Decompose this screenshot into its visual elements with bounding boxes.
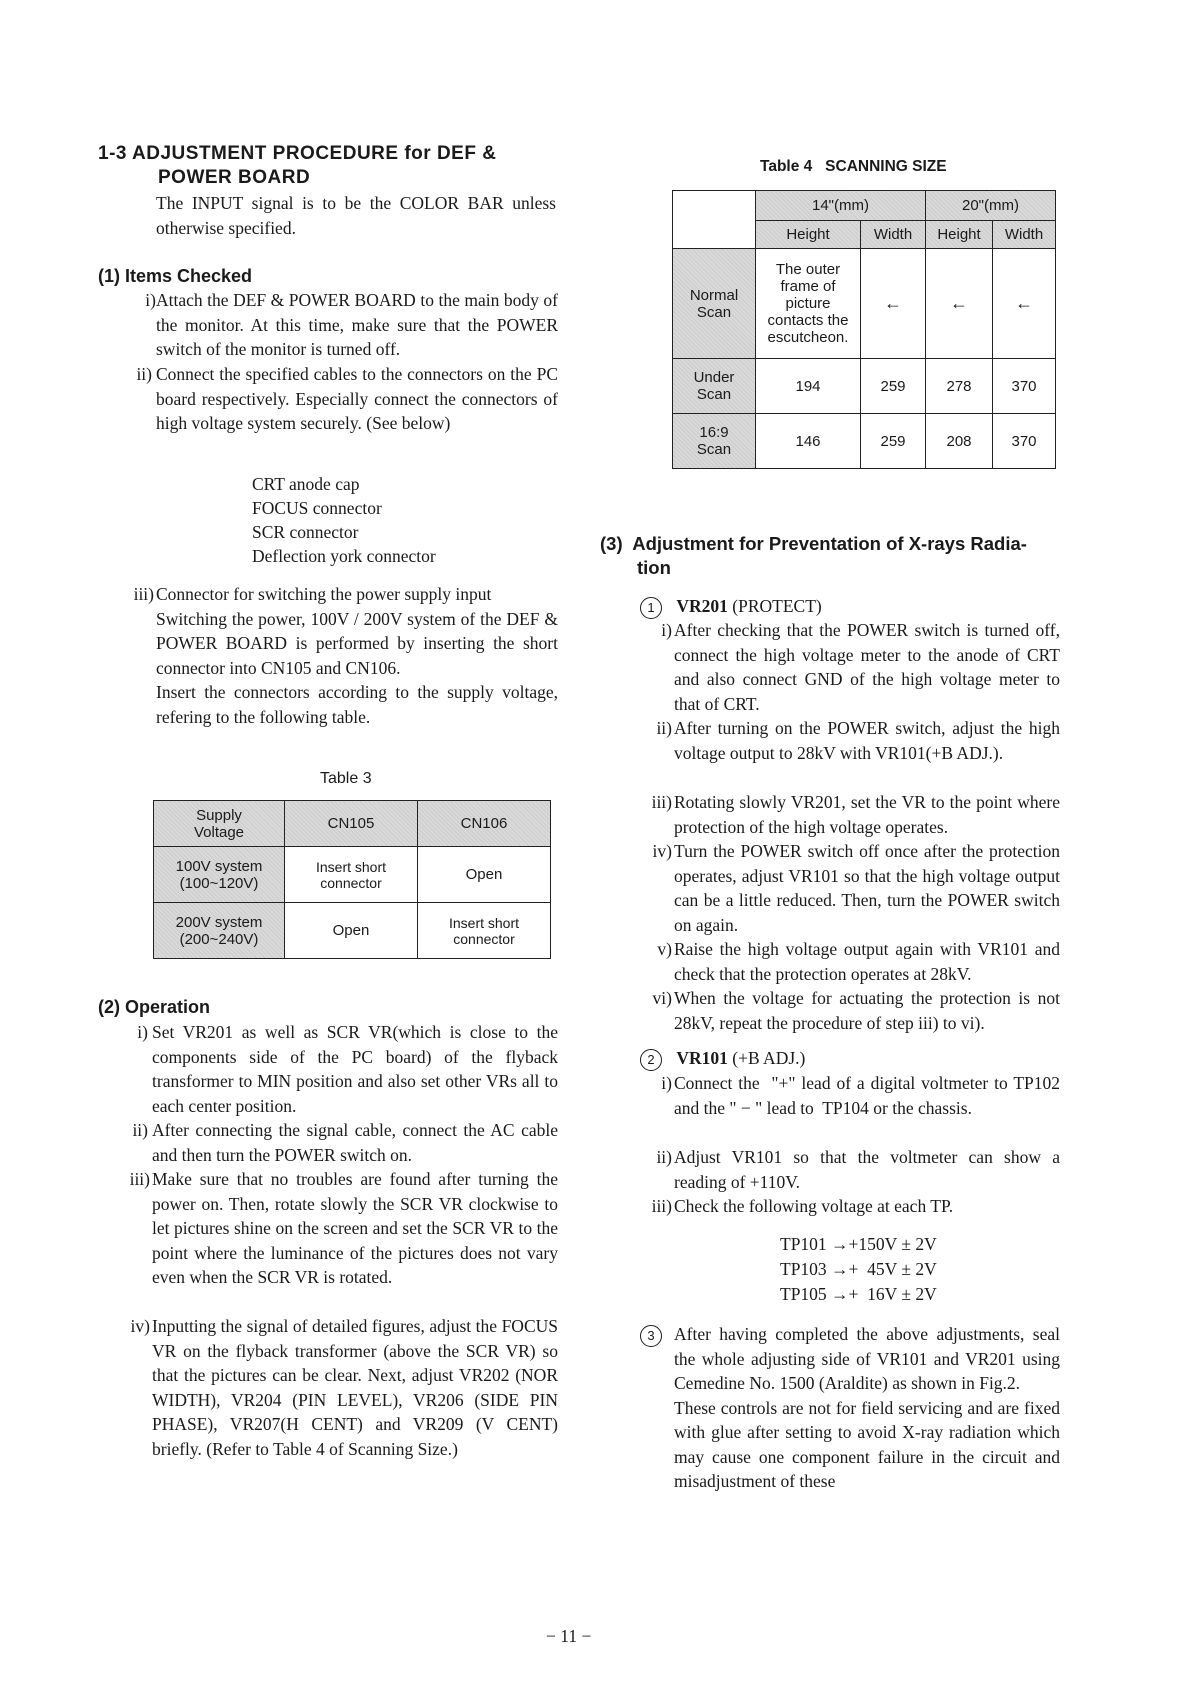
vr201-title: VR201 (676, 596, 728, 616)
table-3-cell: Open (285, 903, 418, 959)
table-3-header-cn105: CN105 (285, 801, 418, 847)
section-title-line-1: 1-3 ADJUSTMENT PROCEDURE for DEF & (98, 143, 497, 164)
table-4-cell: 208 (926, 414, 993, 469)
page-number: − 11 − (546, 1626, 592, 1646)
vr201-item-6: vi) When the voltage for actuating the protection is not 28kV, repeat the procedure of step iii) to vi). (652, 988, 1060, 1033)
operation-item-4: iv) Inputting the signal of detailed figures, adjust the FOCUS VR on the flyback transformer (above the SCR VR) so that the pictures can be clear. Next, adjust VR202 (NOR WIDTH), VR204 (PIN LEVEL), VR206 (SIDE PIN PHASE), VR207(H CENT) and VR209 (V CENT) briefly. (Refer to Table 4 of Scanning Size.) (130, 1316, 558, 1459)
table-4-row-label: Normal Scan (673, 249, 756, 359)
table-4-sub-header: Height (926, 221, 993, 249)
xray-heading-line-1: (3) Adjustment for Preventation of X-rays Radia- (600, 533, 1027, 554)
table-4-cell: ← (926, 249, 993, 359)
step-3-text (674, 1322, 1060, 1494)
item-3-title: Connector for switching the power supply input (156, 584, 492, 604)
xray-heading (600, 532, 1070, 580)
table-3-cell: Insert short connector (418, 903, 551, 959)
vr101-item-1: i) Connect the "+" lead of a digital voltmeter to TP102 and the " − " lead to TP104 or the chassis. (661, 1073, 1065, 1118)
table-4-group-20: 20"(mm) (926, 191, 1056, 221)
table-4-sub-header: Width (861, 221, 926, 249)
table-4-sub-header: Width (993, 221, 1056, 249)
xray-heading-line-2: tion (637, 557, 671, 578)
table-3-header-cn106: CN106 (418, 801, 551, 847)
operation-item-1: i) Set VR201 as well as SCR VR(which is close to the components side of the PC board) of the flyback transformer to MIN position and also set other VRs all to each center position. (137, 1022, 558, 1116)
table-3-header-supply: Supply Voltage (154, 801, 285, 847)
vr201-item-1: i) After checking that the POWER switch is turned off, connect the high voltage meter to the anode of CRT and also connect GND of the high voltage meter to that of CRT. (661, 620, 1060, 714)
vr201-subtitle: (PROTECT) (732, 596, 822, 616)
vr201-item-5: v) Raise the high voltage output again with VR101 and check that the protection operates at 28kV. (657, 939, 1060, 984)
table-4-cell: 146 (756, 414, 861, 469)
items-checked-item-2: ii) Connect the specified cables to the connectors on the PC board respectively. Especially connect the connectors of high voltage system securely. (See below) (136, 364, 558, 433)
table-4-cell: 259 (861, 414, 926, 469)
vr101-item-2: ii) Adjust VR101 so that the voltmeter can show a reading of +110V. (656, 1147, 1060, 1192)
vr201-item-2: ii) After turning on the POWER switch, adjust the high voltage output to 28kV with VR101(+B ADJ.). (656, 718, 1060, 763)
table-3-row-label: 200V system (200~240V) (154, 903, 285, 959)
tp-voltage: TP105 →+ 16V ± 2V (780, 1284, 937, 1304)
table-4-sub-header: Height (756, 221, 861, 249)
vr201-item-4: iv) Turn the POWER switch off once after the protection operates, adjust VR101 so that the high voltage output can be a little reduced. Then, turn the POWER switch on again. (652, 841, 1060, 935)
table-4-cell: The outer frame of picture contacts the escutcheon. (756, 249, 861, 359)
vr101-title: VR101 (676, 1048, 728, 1068)
step-marker-2: 2 (640, 1049, 662, 1071)
table-4-corner-lower (673, 221, 756, 249)
items-checked-item-3: iii) Connector for switching the power supply input Switching the power, 100V / 200V system of the DEF & POWER BOARD is performed by inserting the short connector into CN105 and CN106. Insert the connectors according to the supply voltage, refering to the following table. (122, 582, 558, 729)
vr101-title-row (640, 1046, 805, 1071)
table-4 (672, 190, 1056, 469)
table-4-row-label: 16:9 Scan (673, 414, 756, 469)
vr201-title-row (640, 594, 822, 619)
step-marker-3: 3 (640, 1325, 662, 1347)
table-4-cell: 259 (861, 359, 926, 414)
section-title (98, 142, 558, 190)
table-4-cell: 370 (993, 359, 1056, 414)
item-3-paragraph-1: Switching the power, 100V / 200V system of the DEF & POWER BOARD is performed by inserting the short connector into CN105 and CN106. (156, 608, 558, 678)
items-checked-item-1: i) Attach the DEF & POWER BOARD to the main body of the monitor. At this time, make sure that the POWER switch of the monitor is turned off. (145, 290, 558, 359)
operation-item-2: ii) After connecting the signal cable, connect the AC cable and then turn the POWER switch on. (132, 1120, 558, 1165)
vr101-item-3: iii) Check the following voltage at each TP. (651, 1196, 954, 1216)
items-checked-heading: (1) Items Checked (98, 266, 253, 286)
table-4-cell: ← (861, 249, 926, 359)
connector-item: CRT anode cap (252, 474, 360, 494)
table-3-cell: Insert short connector (285, 847, 418, 903)
operation-heading: (2) Operation (98, 997, 211, 1017)
connector-item: Deflection york connector (252, 546, 436, 566)
tp-voltage: TP103 →+ 45V ± 2V (780, 1259, 937, 1279)
connector-item: FOCUS connector (252, 498, 382, 518)
table-3 (153, 800, 551, 959)
section-title-line-2: POWER BOARD (158, 167, 311, 188)
vr101-subtitle: (+B ADJ.) (732, 1048, 806, 1068)
tp-voltage: TP101 →+150V ± 2V (780, 1234, 937, 1254)
item-3-paragraph-2: Insert the connectors according to the supply voltage, refering to the following table. (156, 682, 558, 727)
table-4-cell: 370 (993, 414, 1056, 469)
table-4-caption: Table 4 SCANNING SIZE (760, 158, 947, 175)
table-4-corner (673, 191, 756, 221)
table-4-row-label: Under Scan (673, 359, 756, 414)
table-4-cell: ← (993, 249, 1056, 359)
step-3-paragraph-2: These controls are not for field servicing and are fixed with glue after setting to avoid X-ray radiation which may cause one component failure in the circuit and misadjustment of these (674, 1397, 1060, 1491)
connector-item: SCR connector (252, 522, 359, 542)
table-3-caption: Table 3 (320, 770, 372, 787)
table-4-group-14: 14"(mm) (756, 191, 926, 221)
intro-text: The INPUT signal is to be the COLOR BAR unless otherwise specified. (156, 193, 556, 238)
step-3-paragraph-1: After having completed the above adjustments, seal the whole adjusting side of VR101 and VR201 using Cemedine No. 1500 (Araldite) as shown in Fig.2. (674, 1324, 1060, 1393)
step-marker-1: 1 (640, 597, 662, 619)
table-3-cell: Open (418, 847, 551, 903)
table-4-cell: 194 (756, 359, 861, 414)
operation-item-3: iii) Make sure that no troubles are found after turning the power on. Then, rotate slowly the SCR VR clockwise to let pictures shine on the screen and set the SCR VR to the point where the luminance of the pictures does not vary even when the SCR VR is rotated. (129, 1169, 558, 1287)
vr201-item-3: iii) Rotating slowly VR201, set the VR to the point where protection of the high voltage operates. (651, 792, 1060, 837)
table-3-row-label: 100V system (100~120V) (154, 847, 285, 903)
table-4-cell: 278 (926, 359, 993, 414)
